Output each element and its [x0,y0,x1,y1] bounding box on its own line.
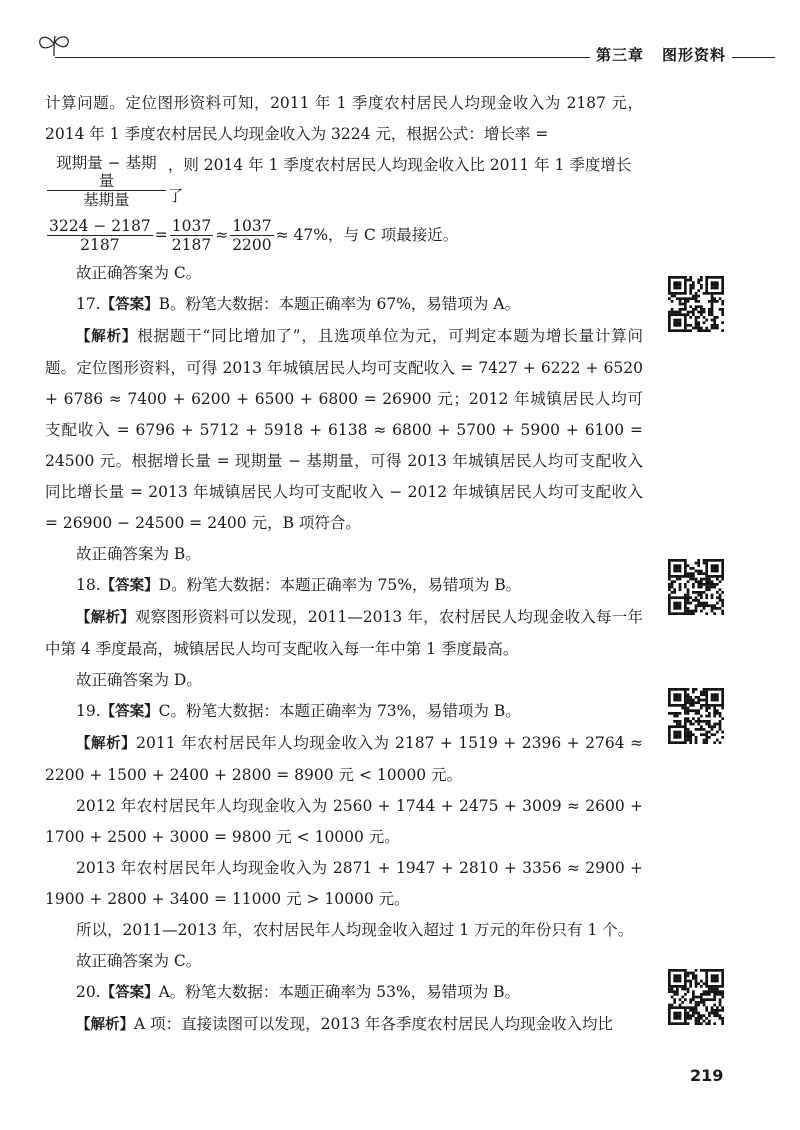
qr-code-icon[interactable] [668,276,724,332]
q17-answer-text: B。粉笔大数据：本题正确率为 67%，易错项为 A。 [158,295,521,313]
q18-analysis [45,602,643,665]
intro-paragraph [45,88,643,150]
q18-number: 18. [76,576,101,594]
qr-code-icon[interactable] [668,688,724,744]
fraction-1-numerator: 3224 − 2187 [49,216,151,235]
analysis-tag: 【解析】 [76,736,137,752]
q19-conclusion: 故正确答案为 C。 [76,952,202,970]
analysis-tag: 【解析】 [76,610,135,626]
q18-answer-text: D。粉笔大数据：本题正确率为 75%，易错项为 B。 [158,576,522,594]
formula-denominator: 基期量 [83,190,130,209]
fraction-2-denominator: 2187 [171,235,212,254]
fraction-1 [47,217,153,254]
answer-tag: 【答案】 [100,297,159,313]
q17-conclusion: 故正确答案为 B。 [76,545,201,563]
intro-result: ≈ 47%，与 C 项最接近。 [275,225,459,244]
q18-analysis-text: 观察图形资料可以发现，2011—2013 年，农村居民人均现金收入每一年中第 4 季度最高，城镇居民人均可支配收入每一年中第 1 季度最高。 [45,608,643,658]
q20-number: 20. [76,983,101,1001]
fraction-2-numerator: 1037 [171,216,212,235]
section-label: 图形资料 [662,46,727,64]
q19-2013: 2013 年农村居民年人均现金收入为 2871 + 1947 + 2810 + 3356 ≈ 2900 + 1900 + 2800 + 3400 = 11000 元 > 10000 元。 [45,859,643,908]
answer-tag: 【答案】 [100,985,159,1001]
q17-number: 17. [76,295,101,313]
fraction-3 [230,217,273,254]
q19-analysis [45,728,643,791]
q17-answer [45,289,643,321]
intro-text-2: ，则 2014 年 1 季度农村居民人均现金收入比 2011 年 1 季度增长了 [167,156,632,205]
q19-answer [45,696,643,728]
formula-numerator: 现期量 − 基期量 [47,154,166,191]
formula-line-1 [45,150,643,212]
chapter-label: 第三章 [596,46,645,64]
q19-answer-text: C。粉笔大数据：本题正确率为 73%，易错项为 B。 [158,702,521,720]
q20-analysis [45,1009,643,1041]
fraction-3-denominator: 2200 [232,235,272,254]
q17-analysis [45,321,643,539]
approx-sign: ≈ [215,225,229,244]
page-body [45,88,643,1041]
answer-tag: 【答案】 [100,578,159,594]
equals-sign: = [154,225,168,244]
fraction-3-numerator: 1037 [232,216,272,235]
leaf-icon [34,30,74,58]
q18-conclusion: 故正确答案为 D。 [76,671,202,689]
q17-analysis-text: 根据题干“同比增加了”，且选项单位为元，可判定本题为增长量计算问题。定位图形资料，可得 2013 年城镇居民人均可支配收入 = 7427 + 6222 + 6520 + 6786 ≈ 7400 + 6200 + 6500 + 6800 = 26900 元；2012 年城镇居民人均可支配收入 = 6796 + 5712 + 5918 + 6138 ≈ 6800 + 5700 + 5900 + 6100 = 24500 元。根据增长量 = 现期量 − 基期量，可得 2013 年城镇居民人均可支配收入同比增长量 = 2013 年城镇居民人均可支配收入 − 2012 年城镇居民人均可支配收入 = 26900 − 24500 = 2400 元，B 项符合。 [45,327,643,532]
page-number: 219 [690,1066,724,1085]
analysis-tag: 【解析】 [76,1017,134,1033]
q20-answer [45,977,643,1009]
q19-analysis-text: 2011 年农村居民年人均现金收入为 2187 + 1519 + 2396 + 2764 ≈ 2200 + 1500 + 2400 + 2800 = 8900 元 < 10000 元。 [45,734,644,784]
formula-line-2 [45,212,643,258]
intro-text: 计算问题。定位图形资料可知，2011 年 1 季度农村居民人均现金收入为 2187 元，2014 年 1 季度农村居民人均现金收入为 3224 元，根据公式：增长率 = [45,94,643,143]
q20-analysis-text: A 项：直接读图可以发现，2013 年各季度农村居民人均现金收入均比 [134,1015,613,1033]
analysis-tag: 【解析】 [76,329,138,345]
answer-tag: 【答案】 [100,704,159,720]
fraction-1-denominator: 2187 [80,235,120,254]
q19-number: 19. [76,702,101,720]
growth-rate-formula [47,154,166,209]
q19-2012: 2012 年农村居民年人均现金收入为 2560 + 1744 + 2475 + 3009 ≈ 2600 + 1700 + 2500 + 3000 = 9800 元 < 10000 元。 [45,797,643,846]
intro-conclusion: 故正确答案为 C。 [76,264,202,282]
q18-answer [45,570,643,602]
qr-code-icon[interactable] [668,559,724,615]
q20-answer-text: A。粉笔大数据：本题正确率为 53%，易错项为 B。 [158,983,521,1001]
q19-summary: 所以，2011—2013 年，农村居民年人均现金收入超过 1 万元的年份只有 1 个。 [76,921,634,939]
fraction-2 [170,217,213,254]
qr-code-icon[interactable] [668,969,724,1025]
running-header [590,44,732,65]
